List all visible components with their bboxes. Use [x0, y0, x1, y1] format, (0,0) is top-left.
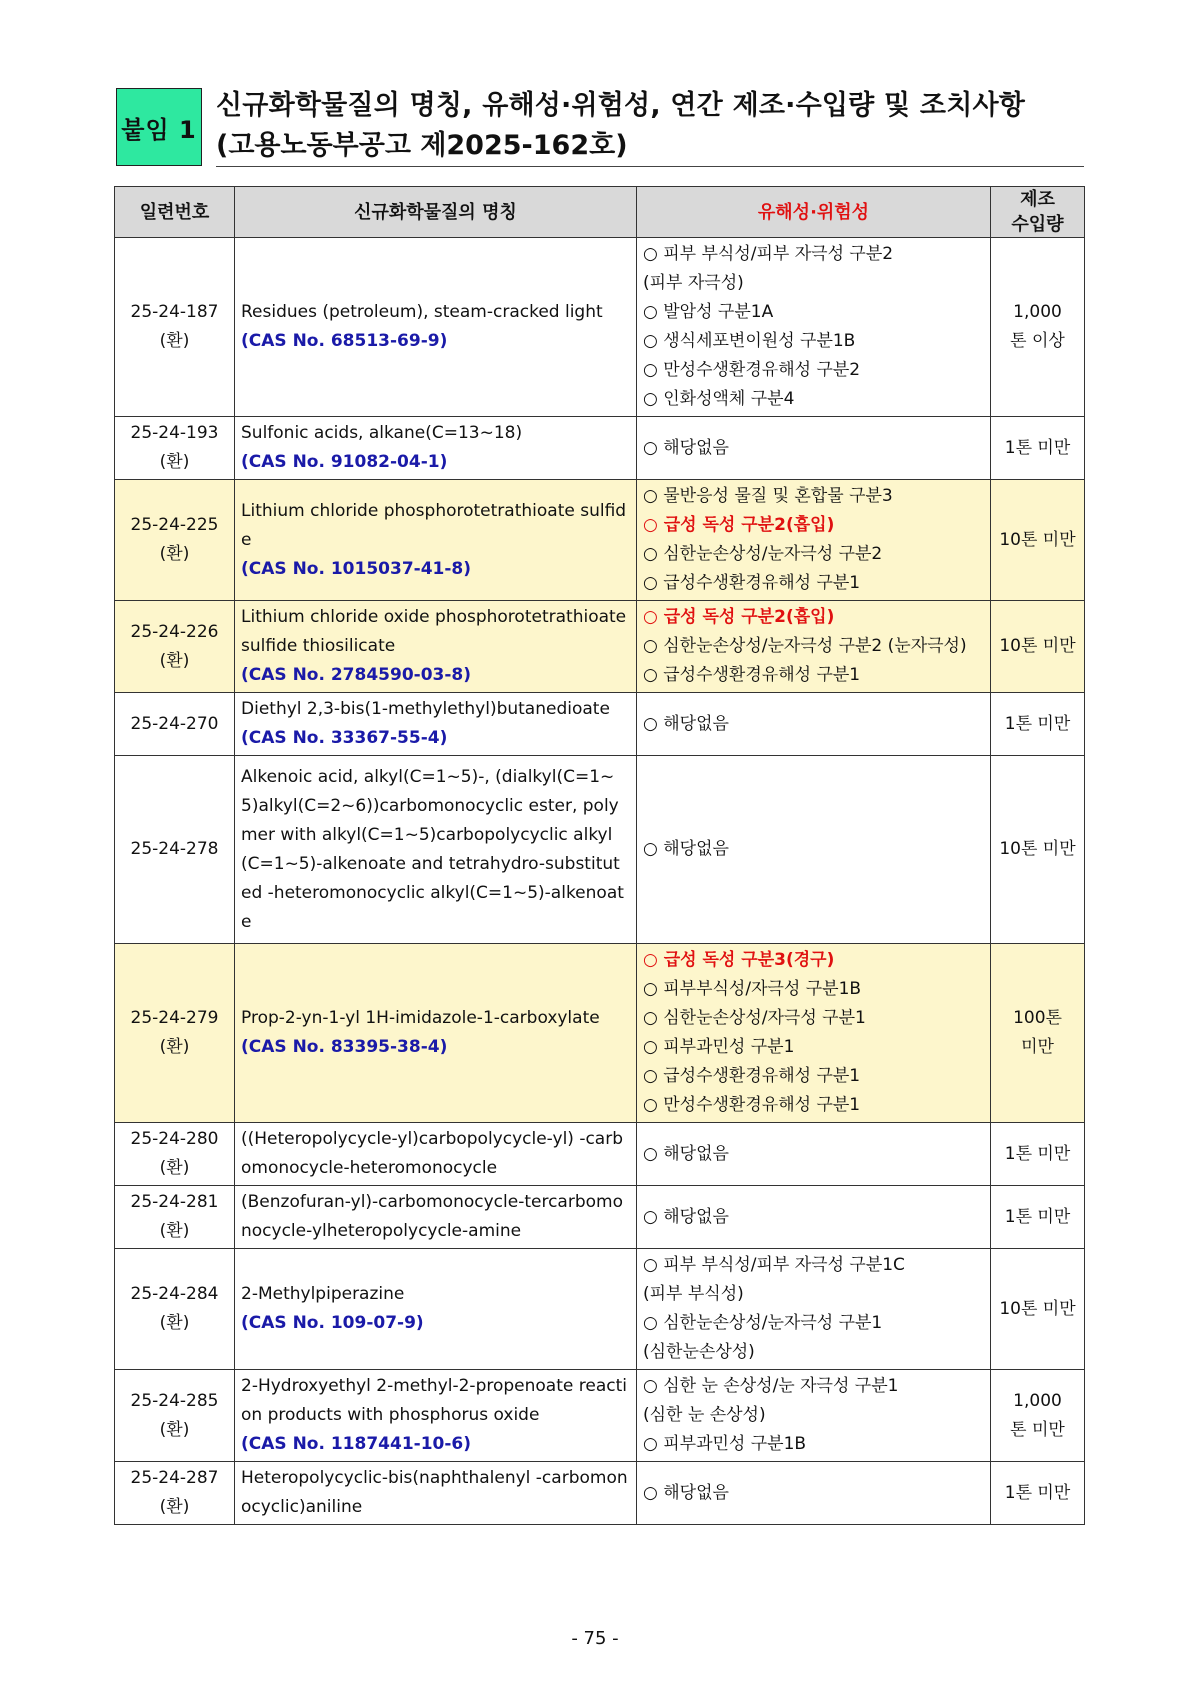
header-hazard: 유해성·위험성	[637, 187, 991, 238]
hazard-item: ○ 해당없음	[643, 1206, 729, 1227]
header-volume-line-2: 수입량	[1011, 214, 1064, 235]
hazard-cell	[637, 238, 991, 417]
serial-number: 25-24-225	[130, 515, 219, 535]
hazard-cell	[637, 1370, 991, 1462]
cas-number: (CAS No. 109-07-9)	[241, 1313, 424, 1333]
volume-value: 1,000톤 이상	[1010, 302, 1065, 351]
substance-name: 2-Methylpiperazine	[241, 1284, 405, 1304]
document-header	[116, 86, 1084, 168]
hazard-cell	[637, 944, 991, 1123]
substance-name-cell	[235, 1370, 637, 1462]
volume-value: 1톤 미만	[1004, 1143, 1071, 1164]
cas-number: (CAS No. 1187441-10-6)	[241, 1434, 472, 1454]
substance-name-cell	[235, 1249, 637, 1370]
hazard-cell	[637, 1186, 991, 1249]
substance-name-cell	[235, 1462, 637, 1525]
volume-value: 1,000톤 미만	[1010, 1390, 1065, 1440]
substance-name-cell	[235, 238, 637, 417]
hazard-cell	[637, 1249, 991, 1370]
substance-name-cell	[235, 417, 637, 480]
hazard-item: ○ 물반응성 물질 및 혼합물 구분3	[643, 486, 893, 506]
table-row	[115, 756, 1085, 944]
substance-name: Heteropolycyclic-bis(naphthalenyl -carbomonocyclic)aniline	[241, 1468, 628, 1517]
table-row	[115, 1123, 1085, 1186]
substance-name-cell	[235, 756, 637, 944]
hazard-cell	[637, 1462, 991, 1525]
serial-cell	[115, 944, 235, 1123]
volume-cell	[991, 1249, 1085, 1370]
hazard-item: ○ 피부과민성 구분1	[643, 1037, 795, 1057]
volume-cell	[991, 756, 1085, 944]
hazard-item: ○ 피부부식성/자극성 구분1B	[643, 979, 862, 999]
hazard-item: ○ 급성 독성 구분3(경구)	[643, 950, 835, 970]
hazard-item: ○ 피부과민성 구분1B	[643, 1434, 807, 1454]
serial-number: 25-24-226	[130, 621, 219, 642]
hazard-cell	[637, 1123, 991, 1186]
cas-number: (CAS No. 33367-55-4)	[241, 728, 448, 748]
volume-value: 10톤 미만	[999, 636, 1076, 656]
table-row	[115, 1186, 1085, 1249]
volume-cell	[991, 1370, 1085, 1462]
serial-cell	[115, 601, 235, 693]
volume-value: 100톤 미만	[1013, 1008, 1062, 1057]
hazard-item: ○ 생식세포변이원성 구분1B	[643, 331, 856, 351]
table-row	[115, 1462, 1085, 1525]
hazard-item: ○ 인화성액체 구분4	[643, 389, 795, 409]
substance-name-cell	[235, 1123, 637, 1186]
substance-name-cell	[235, 944, 637, 1123]
hazard-item: ○ 만성수생환경유해성 구분1	[643, 1095, 861, 1115]
serial-suffix: (환)	[159, 1221, 190, 1241]
serial-suffix: (환)	[159, 1313, 190, 1333]
hazard-item: (심한 눈 손상성)	[643, 1405, 766, 1425]
substance-name-cell	[235, 601, 637, 693]
substance-name: Lithium chloride phosphorotetrathioate sulfide	[241, 500, 627, 550]
substance-name-cell	[235, 480, 637, 601]
hazard-cell	[637, 601, 991, 693]
substance-name: (Benzofuran-yl)-carbomonocycle-tercarbomonocycle-ylheteropolycycle-amine	[241, 1192, 623, 1241]
serial-number: 25-24-284	[130, 1284, 219, 1304]
serial-suffix: (환)	[159, 1158, 190, 1178]
hazard-item: (심한눈손상성)	[643, 1342, 755, 1362]
serial-number: 25-24-278	[130, 839, 219, 859]
serial-number: 25-24-281	[130, 1192, 219, 1212]
serial-suffix: (환)	[159, 452, 190, 472]
serial-cell	[115, 1186, 235, 1249]
document-title	[216, 86, 1084, 166]
volume-value: 10톤 미만	[999, 529, 1076, 550]
serial-cell	[115, 1123, 235, 1186]
hazard-item: ○ 급성 독성 구분2(흡입)	[643, 607, 835, 627]
volume-cell	[991, 944, 1085, 1123]
hazard-item: ○ 심한눈손상성/눈자극성 구분1	[643, 1313, 883, 1333]
substance-name-cell	[235, 1186, 637, 1249]
header-name: 신규화학물질의 명칭	[235, 187, 637, 238]
serial-suffix: (환)	[159, 1497, 190, 1517]
volume-value: 1톤 미만	[1004, 1206, 1071, 1227]
table-row	[115, 1249, 1085, 1370]
serial-number: 25-24-187	[130, 302, 219, 322]
substance-name: Prop-2-yn-1-yl 1H-imidazole-1-carboxylate	[241, 1008, 600, 1028]
volume-cell	[991, 238, 1085, 417]
serial-number: 25-24-287	[130, 1468, 219, 1488]
hazard-item: ○ 해당없음	[643, 1143, 729, 1164]
volume-cell	[991, 693, 1085, 756]
cas-number: (CAS No. 83395-38-4)	[241, 1037, 448, 1057]
hazard-item: ○ 만성수생환경유해성 구분2	[643, 360, 861, 380]
volume-cell	[991, 480, 1085, 601]
hazard-item: ○ 발암성 구분1A	[643, 302, 774, 322]
hazard-item: ○ 해당없음	[643, 437, 729, 458]
table-row	[115, 417, 1085, 480]
volume-cell	[991, 417, 1085, 480]
hazard-item: (피부 부식성)	[643, 1284, 744, 1304]
title-line-2: (고용노동부공고 제2025-162호)	[216, 130, 628, 161]
serial-cell	[115, 693, 235, 756]
volume-value: 10톤 미만	[999, 1298, 1076, 1319]
table-row	[115, 238, 1085, 417]
hazard-item: ○ 급성수생환경유해성 구분1	[643, 665, 861, 685]
hazard-item: ○ 심한눈손상성/자극성 구분1	[643, 1008, 866, 1028]
cas-number: (CAS No. 68513-69-9)	[241, 331, 448, 351]
table-body	[115, 238, 1085, 1525]
substance-name: Residues (petroleum), steam-cracked light	[241, 302, 603, 322]
substance-name: ((Heteropolycycle-yl)carbopolycycle-yl) -carbomonocycle-heteromonocycle	[241, 1129, 624, 1178]
hazard-item: ○ 급성 독성 구분2(흡입)	[643, 515, 835, 535]
serial-cell	[115, 1249, 235, 1370]
substance-name: 2-Hydroxyethyl 2-methyl-2-propenoate reaction products with phosphorus oxide	[241, 1376, 627, 1425]
serial-number: 25-24-270	[130, 713, 219, 734]
serial-number: 25-24-193	[130, 423, 219, 443]
serial-suffix: (환)	[159, 544, 190, 564]
table-header-row	[115, 187, 1085, 238]
table-row	[115, 480, 1085, 601]
cas-number: (CAS No. 2784590-03-8)	[241, 665, 472, 685]
substance-name: Diethyl 2,3-bis(1-methylethyl)butanedioate	[241, 699, 610, 719]
serial-number: 25-24-280	[130, 1129, 219, 1149]
page-number: - 75 -	[571, 1628, 619, 1649]
cas-number: (CAS No. 1015037-41-8)	[241, 558, 472, 579]
attachment-tag: 붙임 1	[116, 88, 202, 166]
substance-name-cell	[235, 693, 637, 756]
substance-name: Lithium chloride oxide phosphorotetrathioate sulfide thiosilicate	[241, 607, 627, 656]
chemical-substances-table	[114, 186, 1085, 1525]
hazard-item: ○ 해당없음	[643, 713, 729, 734]
hazard-cell	[637, 756, 991, 944]
title-underline	[216, 166, 1084, 167]
serial-cell	[115, 756, 235, 944]
hazard-item: ○ 심한눈손상성/눈자극성 구분2 (눈자극성)	[643, 636, 967, 656]
volume-cell	[991, 1123, 1085, 1186]
header-serial: 일련번호	[115, 187, 235, 238]
serial-number: 25-24-279	[130, 1008, 219, 1028]
substance-name: Sulfonic acids, alkane(C=13~18)	[241, 423, 523, 443]
hazard-item: ○ 급성수생환경유해성 구분1	[643, 573, 861, 593]
serial-suffix: (환)	[159, 331, 190, 351]
header-volume-line-1: 제조	[1020, 189, 1055, 210]
volume-value: 1톤 미만	[1004, 1482, 1071, 1503]
serial-cell	[115, 480, 235, 601]
volume-cell	[991, 601, 1085, 693]
serial-suffix: (환)	[159, 1037, 190, 1057]
volume-value: 1톤 미만	[1004, 437, 1071, 458]
hazard-item: ○ 해당없음	[643, 839, 729, 859]
table-row	[115, 1370, 1085, 1462]
title-line-1: 신규화학물질의 명칭, 유해성·위험성, 연간 제조·수입량 및 조치사항	[216, 90, 1026, 121]
volume-cell	[991, 1186, 1085, 1249]
hazard-item: ○ 심한 눈 손상성/눈 자극성 구분1	[643, 1376, 899, 1396]
hazard-item: ○ 심한눈손상성/눈자극성 구분2	[643, 544, 883, 564]
hazard-cell	[637, 480, 991, 601]
hazard-cell	[637, 417, 991, 480]
volume-value: 10톤 미만	[999, 839, 1076, 859]
header-volume	[991, 187, 1085, 238]
cas-number: (CAS No. 91082-04-1)	[241, 452, 448, 472]
substance-name: Alkenoic acid, alkyl(C=1~5)-, (dialkyl(C=1~5)alkyl(C=2~6))carbomonocyclic ester, polymer with alkyl(C=1~5)carbopolycyclic alkyl(C=1~5)-alkenoate and tetrahydro-substituted -heteromonocyclic alkyl(C=1~5)-alkenoate	[241, 766, 624, 932]
serial-suffix: (환)	[159, 650, 190, 671]
serial-cell	[115, 238, 235, 417]
table-row	[115, 601, 1085, 693]
hazard-item: ○ 급성수생환경유해성 구분1	[643, 1066, 861, 1086]
volume-cell	[991, 1462, 1085, 1525]
table-row	[115, 944, 1085, 1123]
hazard-item: ○ 해당없음	[643, 1482, 729, 1503]
serial-cell	[115, 1370, 235, 1462]
serial-suffix: (환)	[159, 1419, 190, 1440]
volume-value: 1톤 미만	[1004, 713, 1071, 734]
hazard-cell	[637, 693, 991, 756]
serial-cell	[115, 417, 235, 480]
serial-cell	[115, 1462, 235, 1525]
hazard-item: ○ 피부 부식성/피부 자극성 구분1C	[643, 1255, 905, 1275]
hazard-item: ○ 피부 부식성/피부 자극성 구분2	[643, 244, 894, 264]
serial-number: 25-24-285	[130, 1390, 219, 1411]
hazard-item: (피부 자극성)	[643, 273, 744, 293]
table-row	[115, 693, 1085, 756]
